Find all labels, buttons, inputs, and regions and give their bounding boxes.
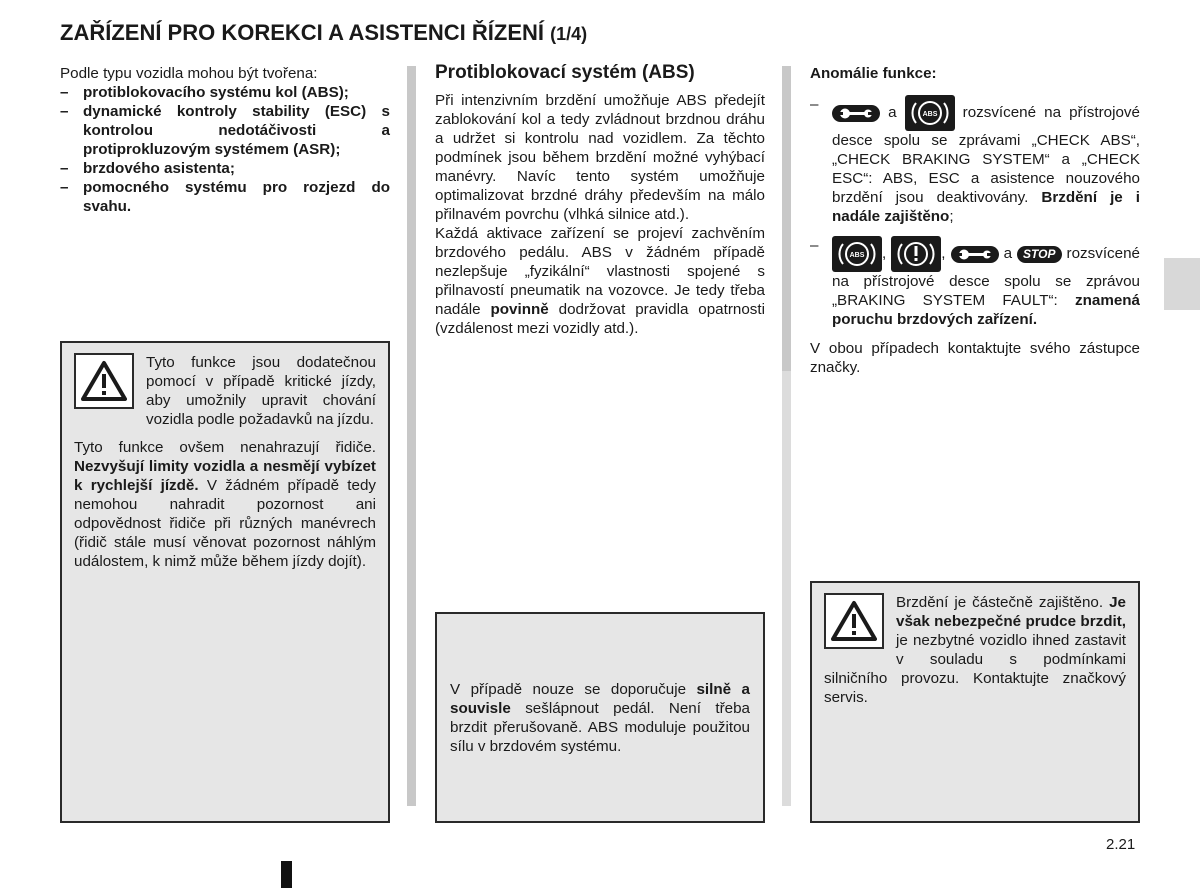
wrench-warning-icon <box>832 105 880 122</box>
abs-warning-icon-2 <box>832 236 882 272</box>
page-number: 2.21 <box>1106 836 1136 853</box>
abs-heading: Protiblokovací systém (ABS) <box>435 62 695 83</box>
abs-warning-icon <box>905 95 955 131</box>
abs-icon-label: ABS <box>849 252 865 259</box>
list-item: – protiblokovacího systému kol (ABS); <box>60 84 349 101</box>
middle-column <box>435 62 765 338</box>
column-divider-1 <box>407 66 416 806</box>
list-item: – brzdového asistenta; <box>60 160 235 177</box>
left-column <box>60 64 390 216</box>
abs-p1: Při intenzivním brzdění umožňuje ABS předejít zablokování kol a tedy zvládnout brzdnou dráhu a udržet si kontrolu nad vozidlem. Za těchto podmínek jsou během brzdění možné vyhýbací manévry. Navíc tento systém umožňuje optimalizovat brzdné dráhy především na málo přilnavém povrchu (vlhká silnice atd.). <box>435 92 765 223</box>
warning-right-text: Brzdění je částečně zajištěno. Je však nebezpečné prudce brzdit, je nezbytné vozidlo ihned zastavit v souladu s podmínkami silničního provozu. Kontaktujte značkový servis. <box>824 594 1126 706</box>
warning-box-left <box>60 341 390 823</box>
column-divider-2 <box>782 66 791 371</box>
warning-triangle-icon <box>74 353 134 409</box>
list-item: – dynamické kontroly stability (ESC) s kontrolou nedotáčivosti a protiprokluzovým systémem (ASR); <box>60 103 390 158</box>
abs-icon-label: ABS <box>922 111 937 118</box>
wrench-warning-icon-2 <box>951 246 999 263</box>
abs-p2: Každá aktivace zařízení se projeví zachvěním brzdového pedálu. ABS v žádném případě nezlepšuje „fyzikální“ vlastnosti spojené s přilnavostí pneumatik na vozovce. Je tedy třeba nadále povinně dodržovat pravidla opatrnosti (vzdálenost mezi vozidly atd.). <box>435 225 765 337</box>
title-text: ZAŘÍZENÍ PRO KOREKCI A ASISTENCI ŘÍZENÍ <box>60 20 545 45</box>
section-tab <box>1164 258 1200 310</box>
page-title <box>60 20 587 46</box>
title-part: (1/4) <box>550 24 588 44</box>
contact-text: V obou případech kontaktujte svého zástupce značky. <box>810 340 1140 376</box>
anomaly-item-2: – ABS , , a STOP rozsvícené na přístrojové desce spolu se zprávou „BRAKING SYSTEM FAULT“: znamená poruchu brzdových zařízení. <box>810 237 1140 328</box>
note-text: V případě nouze se doporučuje silně a souvisle sešlápnout pedál. Není třeba brzdit přerušovaně. ABS moduluje použitou sílu v brzdovém systému. <box>450 681 750 755</box>
anomaly-item-1: – a ABS rozsvícené na přístrojové desce spolu se zprávami „CHECK ABS“, „CHECK BRAKING SYSTEM“ a „CHECK ESC“: ABS, ESC a asistence nouzového brzdění jsou deaktivovány. Brzdění je i nadále zajištěno; <box>810 96 1140 225</box>
warning-triangle-icon <box>824 593 884 649</box>
intro-text: Podle typu vozidla mohou být tvořena: <box>60 65 318 82</box>
right-column <box>810 64 1140 377</box>
brake-warning-icon <box>891 236 941 272</box>
column-divider-3 <box>782 371 791 806</box>
list-item: – pomocného systému pro rozjezd do svahu. <box>60 179 390 215</box>
stop-warning-icon: STOP <box>1017 246 1061 263</box>
crop-mark <box>281 861 292 888</box>
note-box-middle <box>435 612 765 823</box>
warning-p1: Tyto funkce jsou dodatečnou pomocí v případě kritické jízdy, aby umožnily upravit chování vozidla podle požadavků na jízdu. <box>146 354 376 428</box>
anomaly-heading: Anomálie funkce: <box>810 65 937 82</box>
warning-p2: Tyto funkce ovšem nenahrazují řidiče. Nezvyšují limity vozidla a nesmějí vybízet k rychlejší jízdě. V žádném případě tedy nemohou nahradit pozornost ani odpovědnost řidiče při různých manévrech (řidič stále musí věnovat pozornost náhlým událostem, k nimž může během jízdy dojít). <box>74 439 376 570</box>
warning-box-right <box>810 581 1140 823</box>
